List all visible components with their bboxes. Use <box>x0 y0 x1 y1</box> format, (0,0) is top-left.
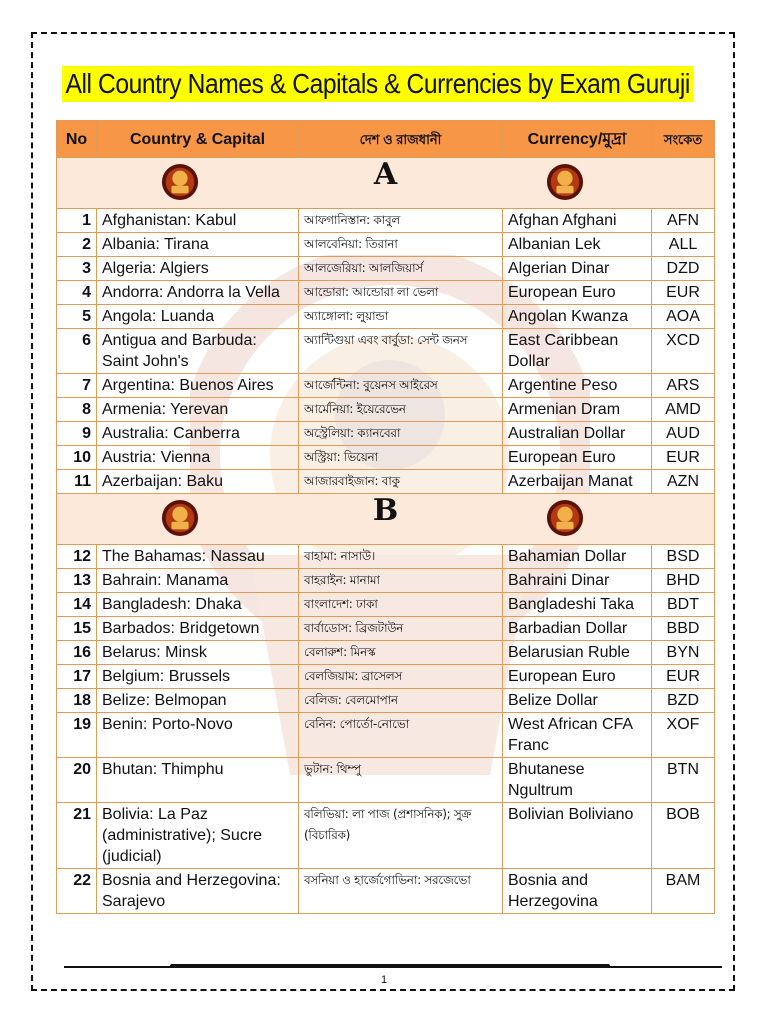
currency-name: Argentine Peso <box>503 374 652 398</box>
currency-name: Afghan Afghani <box>503 209 652 233</box>
country-capital-bangla: বার্বাডোস: ব্রিজটাউন <box>299 617 503 641</box>
letter-section-row <box>57 158 715 209</box>
title-wrap <box>62 66 768 102</box>
currency-code: BSD <box>652 545 715 569</box>
currency-code: AFN <box>652 209 715 233</box>
currency-name: Bosnia and Herzegovina <box>503 869 652 914</box>
country-capital-bangla: অ্যাঙ্গোলা: লুয়ান্ডা <box>299 305 503 329</box>
header-country: Country & Capital <box>97 121 299 158</box>
currency-name: Belize Dollar <box>503 689 652 713</box>
row-number: 7 <box>57 374 97 398</box>
table-row <box>57 329 715 374</box>
page-number: 1 <box>380 974 388 986</box>
country-capital: Angola: Luanda <box>97 305 299 329</box>
row-number: 11 <box>57 470 97 494</box>
table-row <box>57 398 715 422</box>
letter-section-row <box>57 494 715 545</box>
currency-code: DZD <box>652 257 715 281</box>
currency-name: East Caribbean Dollar <box>503 329 652 374</box>
country-capital: Bolivia: La Paz (administrative); Sucre (judicial) <box>97 803 299 869</box>
currency-code: BOB <box>652 803 715 869</box>
country-capital: Albania: Tirana <box>97 233 299 257</box>
currency-code: ALL <box>652 233 715 257</box>
letter-section-cell <box>57 158 715 209</box>
country-capital-bangla: অস্ট্রিয়া: ভিয়েনা <box>299 446 503 470</box>
currency-name: Belarusian Ruble <box>503 641 652 665</box>
country-capital: Belarus: Minsk <box>97 641 299 665</box>
currency-code: BAM <box>652 869 715 914</box>
currency-name: Bolivian Boliviano <box>503 803 652 869</box>
table-row <box>57 470 715 494</box>
table-row <box>57 233 715 257</box>
currency-code: BBD <box>652 617 715 641</box>
country-capital: Bahrain: Manama <box>97 569 299 593</box>
row-number: 14 <box>57 593 97 617</box>
table-header-row <box>57 121 715 158</box>
currency-name: Australian Dollar <box>503 422 652 446</box>
currency-code: BHD <box>652 569 715 593</box>
country-capital-bangla: বেনিন: পোর্তো-নোভো <box>299 713 503 758</box>
currency-code: AZN <box>652 470 715 494</box>
country-capital-bangla: অ্যান্টিগুয়া এবং বার্বুডা: সেন্ট জনস <box>299 329 503 374</box>
table-row <box>57 689 715 713</box>
header-code: সংকেত <box>652 121 715 158</box>
country-capital: Belgium: Brussels <box>97 665 299 689</box>
row-number: 1 <box>57 209 97 233</box>
country-capital: Belize: Belmopan <box>97 689 299 713</box>
currency-code: XOF <box>652 713 715 758</box>
country-capital-bangla: আফগানিস্তান: কাবুল <box>299 209 503 233</box>
country-table <box>56 120 715 914</box>
row-number: 17 <box>57 665 97 689</box>
row-number: 6 <box>57 329 97 374</box>
letter-section-band <box>57 494 714 544</box>
country-capital: Benin: Porto-Novo <box>97 713 299 758</box>
table-row <box>57 422 715 446</box>
table-row <box>57 446 715 470</box>
page-title: All Country Names & Capitals & Currencies by Exam Guruji <box>62 66 693 102</box>
row-number: 19 <box>57 713 97 758</box>
section-letter: A <box>373 157 398 192</box>
row-number: 2 <box>57 233 97 257</box>
country-capital-bangla: বেলিজ: বেলমোপান <box>299 689 503 713</box>
row-number: 12 <box>57 545 97 569</box>
country-capital-bangla: আন্ডোরা: আন্ডোরা লা ভেলা <box>299 281 503 305</box>
country-capital: Azerbaijan: Baku <box>97 470 299 494</box>
country-capital: Argentina: Buenos Aires <box>97 374 299 398</box>
table-body <box>57 158 715 914</box>
country-capital-bangla: বেলারুশ: মিনস্ক <box>299 641 503 665</box>
currency-name: European Euro <box>503 446 652 470</box>
header-no: No <box>57 121 97 158</box>
row-number: 18 <box>57 689 97 713</box>
table-row <box>57 569 715 593</box>
header-currency: Currency/মুদ্রা <box>503 121 652 158</box>
country-capital: Antigua and Barbuda: Saint John's <box>97 329 299 374</box>
currency-code: BDT <box>652 593 715 617</box>
currency-code: EUR <box>652 665 715 689</box>
currency-name: European Euro <box>503 281 652 305</box>
country-capital-bangla: আর্জেন্টিনা: বুয়েনস আইরেস <box>299 374 503 398</box>
country-capital: Bangladesh: Dhaka <box>97 593 299 617</box>
country-capital-bangla: বেলজিয়াম: ব্রাসেলস <box>299 665 503 689</box>
country-capital-bangla: ভুটান: থিম্পু <box>299 758 503 803</box>
row-number: 8 <box>57 398 97 422</box>
table-row <box>57 305 715 329</box>
row-number: 4 <box>57 281 97 305</box>
currency-name: Barbadian Dollar <box>503 617 652 641</box>
currency-code: BZD <box>652 689 715 713</box>
currency-name: Bhutanese Ngultrum <box>503 758 652 803</box>
currency-code: XCD <box>652 329 715 374</box>
table-row <box>57 281 715 305</box>
currency-name: Azerbaijan Manat <box>503 470 652 494</box>
table-row <box>57 545 715 569</box>
table-row <box>57 257 715 281</box>
currency-code: BTN <box>652 758 715 803</box>
country-capital: Afghanistan: Kabul <box>97 209 299 233</box>
currency-name: Bahraini Dinar <box>503 569 652 593</box>
currency-code: EUR <box>652 281 715 305</box>
country-capital: Barbados: Bridgetown <box>97 617 299 641</box>
row-number: 3 <box>57 257 97 281</box>
currency-name: Bangladeshi Taka <box>503 593 652 617</box>
row-number: 9 <box>57 422 97 446</box>
table-row <box>57 209 715 233</box>
table-row <box>57 869 715 914</box>
row-number: 22 <box>57 869 97 914</box>
country-capital: Algeria: Algiers <box>97 257 299 281</box>
letter-section-cell <box>57 494 715 545</box>
table-row <box>57 803 715 869</box>
row-number: 20 <box>57 758 97 803</box>
country-capital-bangla: আলবেনিয়া: তিরানা <box>299 233 503 257</box>
footer-divider-bold <box>170 964 610 968</box>
country-capital: Bosnia and Herzegovina: Sarajevo <box>97 869 299 914</box>
currency-code: ARS <box>652 374 715 398</box>
country-capital: Australia: Canberra <box>97 422 299 446</box>
currency-code: AUD <box>652 422 715 446</box>
table-row <box>57 641 715 665</box>
table-row <box>57 617 715 641</box>
currency-name: Armenian Dram <box>503 398 652 422</box>
currency-name: West African CFA Franc <box>503 713 652 758</box>
header-bangla: দেশ ও রাজধানী <box>299 121 503 158</box>
country-capital-bangla: আর্মেনিয়া: ইয়েরেভেন <box>299 398 503 422</box>
currency-name: Algerian Dinar <box>503 257 652 281</box>
table-row <box>57 593 715 617</box>
currency-code: AMD <box>652 398 715 422</box>
country-capital-bangla: আজারবাইজান: বাকু <box>299 470 503 494</box>
exam-guruji-logo-icon <box>546 499 584 537</box>
currency-code: BYN <box>652 641 715 665</box>
country-capital-bangla: বলিভিয়া: লা পাজ (প্রশাসনিক); সুক্র (বিচারিক) <box>299 803 503 869</box>
currency-code: EUR <box>652 446 715 470</box>
exam-guruji-logo-icon <box>546 163 584 201</box>
country-capital: Austria: Vienna <box>97 446 299 470</box>
row-number: 16 <box>57 641 97 665</box>
row-number: 5 <box>57 305 97 329</box>
table-row <box>57 374 715 398</box>
table-row <box>57 758 715 803</box>
row-number: 21 <box>57 803 97 869</box>
row-number: 13 <box>57 569 97 593</box>
country-capital-bangla: আলজেরিয়া: আলজিয়ার্স <box>299 257 503 281</box>
row-number: 10 <box>57 446 97 470</box>
country-capital-bangla: বাংলাদেশ: ঢাকা <box>299 593 503 617</box>
country-capital-bangla: বাহরাইন: মানামা <box>299 569 503 593</box>
country-capital: The Bahamas: Nassau <box>97 545 299 569</box>
country-capital: Armenia: Yerevan <box>97 398 299 422</box>
country-capital: Bhutan: Thimphu <box>97 758 299 803</box>
currency-name: Angolan Kwanza <box>503 305 652 329</box>
country-capital-bangla: বসনিয়া ও হার্জেগোভিনা: সরজেভো <box>299 869 503 914</box>
country-capital-bangla: বাহামা: নাসাউ। <box>299 545 503 569</box>
section-letter: B <box>372 493 399 528</box>
table-row <box>57 665 715 689</box>
country-capital-bangla: অস্ট্রেলিয়া: ক্যানবেরা <box>299 422 503 446</box>
currency-name: Albanian Lek <box>503 233 652 257</box>
letter-section-band <box>57 158 714 208</box>
currency-name: Bahamian Dollar <box>503 545 652 569</box>
row-number: 15 <box>57 617 97 641</box>
country-capital: Andorra: Andorra la Vella <box>97 281 299 305</box>
currency-code: AOA <box>652 305 715 329</box>
currency-name: European Euro <box>503 665 652 689</box>
table-row <box>57 713 715 758</box>
